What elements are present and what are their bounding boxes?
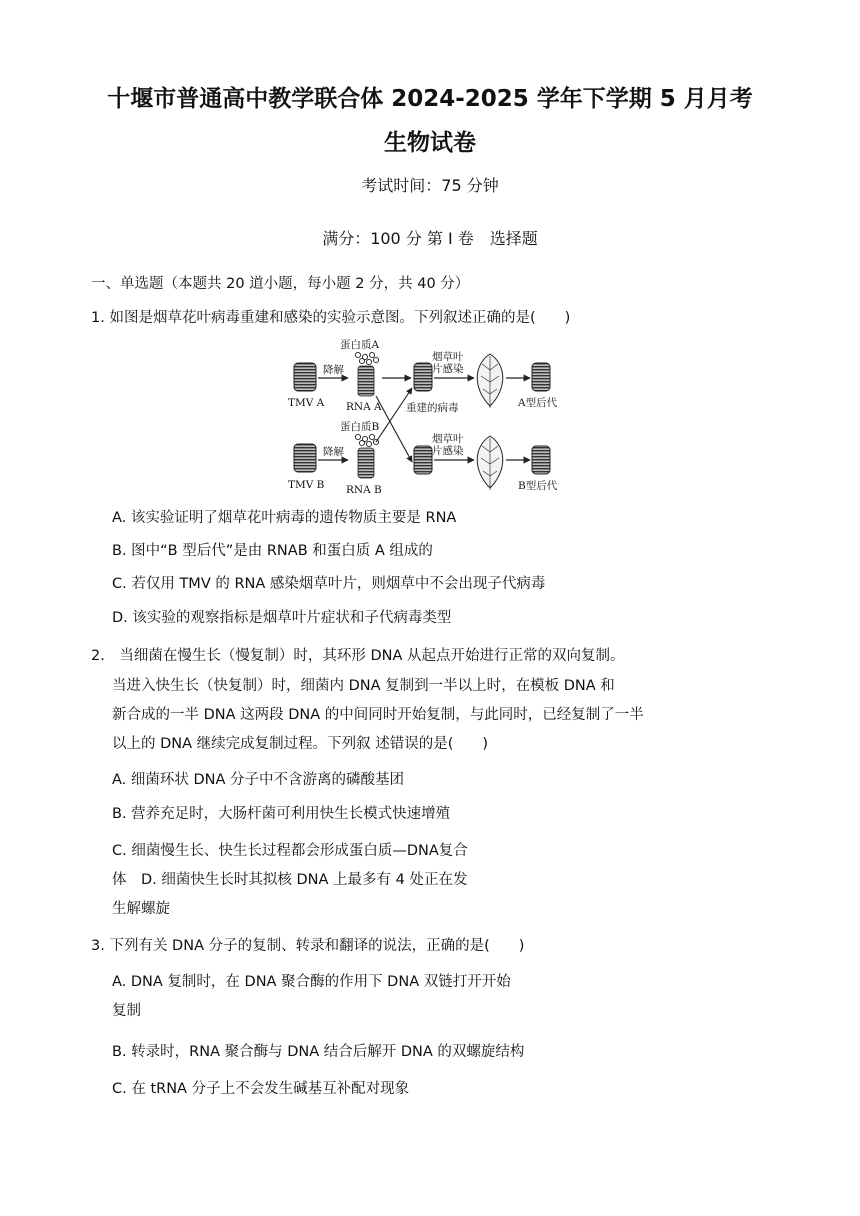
question-2-option-d-cont: 生解螺旋	[112, 901, 170, 917]
offspring-a-virus	[532, 363, 550, 391]
rna-b-label: RNA B	[346, 484, 382, 496]
rna-b-strand	[358, 448, 374, 478]
protein-a-subunits	[355, 352, 378, 364]
section-heading: 一、单选题（本题共 20 道小题，每小题 2 分，共 40 分）	[91, 276, 470, 292]
degrade-label-b: 降解	[323, 446, 344, 458]
degrade-label-a: 降解	[323, 364, 344, 376]
question-2-line-3: 新合成的一半 DNA 这两段 DNA 的中间同时开始复制，与此同时，已经复制了一半	[112, 707, 644, 723]
question-2-option-c: C. 细菌慢生长、快生长过程都会形成蛋白质—DNA复合	[112, 843, 468, 859]
question-1-option-a: A. 该实验证明了烟草花叶病毒的遗传物质主要是 RNA	[112, 510, 457, 526]
question-2-option-a: A. 细菌环状 DNA 分子中不含游离的磷酸基团	[112, 772, 405, 788]
protein-b-subunits	[355, 434, 378, 446]
tmv-b-virus	[294, 444, 316, 472]
exam-subject: 生物试卷	[384, 130, 476, 156]
offspring-b-virus	[532, 446, 550, 474]
question-3-option-b: B. 转录时，RNA 聚合酶与 DNA 结合后解开 DNA 的双螺旋结构	[112, 1044, 525, 1060]
rebuilt-virus-a	[414, 363, 432, 391]
tmv-a-virus	[294, 363, 316, 391]
exam-time: 考试时间：75 分钟	[361, 176, 499, 195]
protein-b-label: 蛋白质B	[340, 421, 380, 433]
question-1-option-c: C. 若仅用 TMV 的 RNA 感染烟草叶片，则烟草中不会出现子代病毒	[112, 576, 546, 592]
question-1-stem: 1. 如图是烟草花叶病毒重建和感染的实验示意图。下列叙述正确的是( )	[91, 310, 571, 326]
question-2-line-4: 以上的 DNA 继续完成复制过程。下列叙 述错误的是( )	[112, 736, 489, 752]
score-section-line: 满分：100 分 第 Ⅰ 卷 选择题	[322, 229, 538, 248]
tmv-experiment-figure	[278, 336, 568, 498]
question-1-option-d: D. 该实验的观察指标是烟草叶片症状和子代病毒类型	[112, 610, 452, 626]
question-2-line-2: 当进入快生长（快复制）时，细菌内 DNA 复制到一半以上时，在模板 DNA 和	[112, 678, 615, 694]
exam-title: 十堰市普通高中教学联合体 2024-2025 学年下学期 5 月月考	[107, 86, 753, 112]
tobacco-leaf-b-icon	[477, 436, 503, 490]
offspring-a-label: A型后代	[518, 397, 558, 409]
question-2-line-1: 2. 当细菌在慢生长（慢复制）时，其环形 DNA 从起点开始进行正常的双向复制。	[91, 648, 625, 664]
tmv-b-label: TMV B	[288, 479, 325, 491]
tmv-a-label: TMV A	[288, 397, 325, 409]
protein-a-label: 蛋白质A	[340, 339, 380, 351]
infect-label-a-2: 片感染	[432, 363, 464, 375]
question-3-option-a: A. DNA 复制时，在 DNA 聚合酶的作用下 DNA 双链打开开始	[112, 974, 511, 990]
infect-label-b-1: 烟草叶	[432, 433, 464, 445]
question-2-option-b: B. 营养充足时，大肠杆菌可利用快生长模式快速增殖	[112, 806, 451, 822]
rebuilt-virus-b	[414, 446, 432, 474]
offspring-b-label: B型后代	[518, 480, 558, 492]
cross-arrow-b-to-a	[376, 388, 412, 442]
question-3-option-a-cont: 复制	[112, 1003, 141, 1019]
tobacco-leaf-a-icon	[477, 354, 503, 408]
rebuilt-virus-label: 重建的病毒	[406, 402, 459, 414]
question-1-option-b: B. 图中“B 型后代”是由 RNAB 和蛋白质 A 组成的	[112, 543, 433, 559]
infect-label-a-1: 烟草叶	[432, 351, 464, 363]
infect-label-b-2: 片感染	[432, 445, 464, 457]
question-3-option-c: C. 在 tRNA 分子上不会发生碱基互补配对现象	[112, 1081, 410, 1097]
rna-a-strand	[358, 366, 374, 396]
question-2-option-d: 体 D. 细菌快生长时其拟核 DNA 上最多有 4 处正在发	[112, 872, 468, 888]
rna-a-label: RNA A	[346, 401, 382, 413]
question-3-stem: 3. 下列有关 DNA 分子的复制、转录和翻译的说法，正确的是( )	[91, 938, 525, 954]
